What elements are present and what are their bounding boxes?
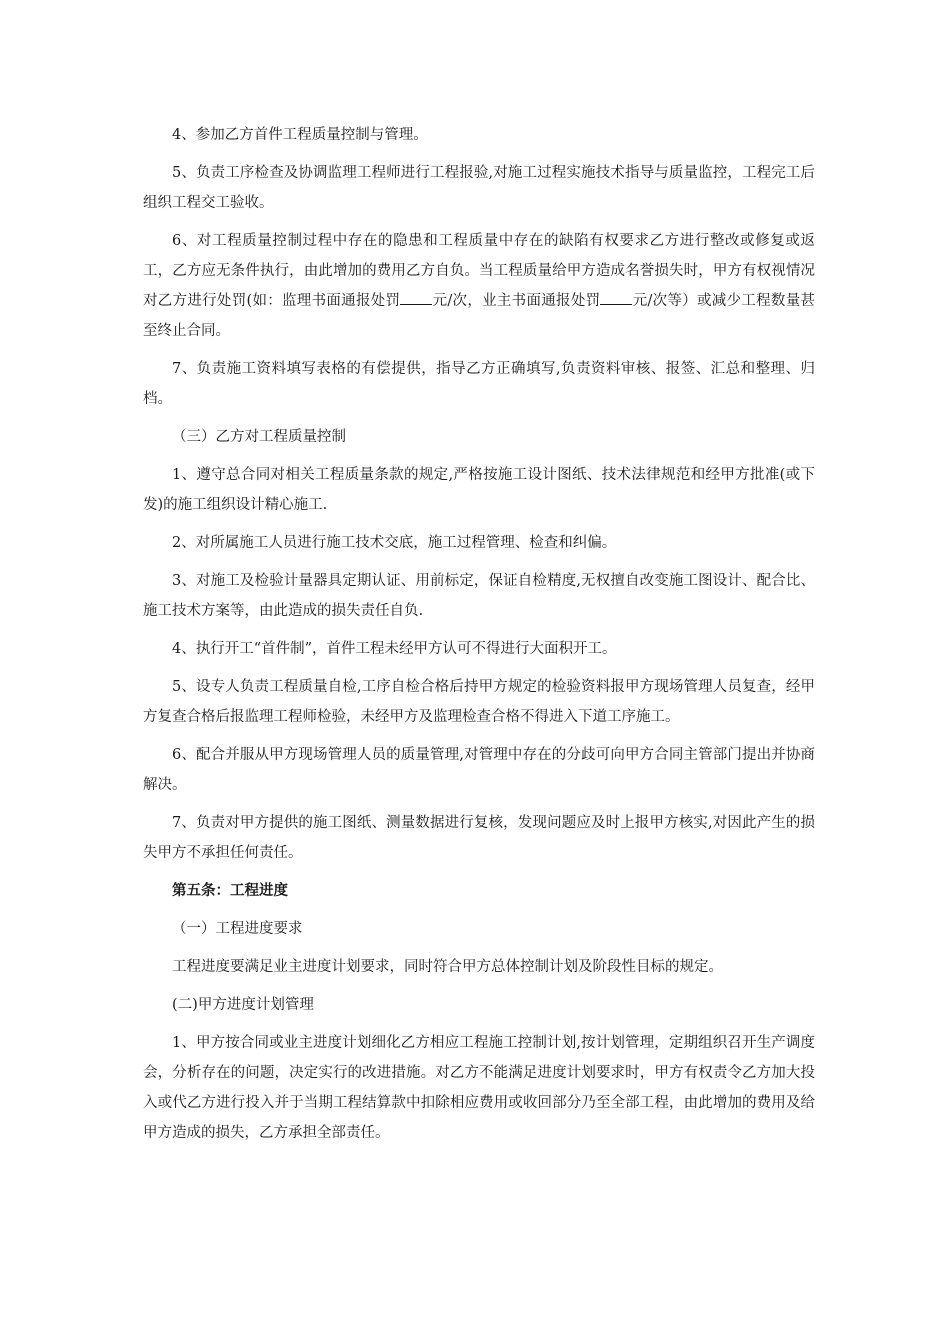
paragraph-text: 6、对工程质量控制过程中存在的隐患和工程质量中存在的缺陷有权要求乙方进行整改或修复或返工，乙方应无条件执行，由此增加的费用乙方自负。当工程质量给甲方造成名誉损失时，甲方有权视情况对乙方进行处罚(如：监理书面通报处罚 xyxy=(143,233,815,309)
section-heading: （三）乙方对工程质量控制 xyxy=(172,429,346,445)
paragraph-text: 元/次，业主书面通报处罚 xyxy=(432,293,601,309)
article-heading: 第五条：工程进度 xyxy=(172,882,288,899)
paragraph: 4、执行开工“首件制”，首件工程未经甲方认可不得进行大面积开工。 xyxy=(172,641,617,657)
document-page xyxy=(143,120,815,1156)
paragraph: 5、负责工序检查及协调监理工程师进行工程报验,对施工过程实施技术指导与质量监控，工程完工后组织工程交工验收。 xyxy=(143,165,815,211)
paragraph: 1、甲方按合同或业主进度计划细化乙方相应工程施工控制计划,按计划管理，定期组织召开生产调度会，分析存在的问题，决定实行的改进措施。对乙方不能满足进度计划要求时，甲方有权责令乙方加大投入或代乙方进行投入并于当期工程结算款中扣除相应费用或收回部分乃至全部工程，由此增加的费用及给甲方造成的损失，乙方承担全部责任。 xyxy=(143,1035,815,1141)
blank-line xyxy=(600,288,632,305)
paragraph: 4、参加乙方首件工程质量控制与管理。 xyxy=(172,127,428,143)
section-heading: （一）工程进度要求 xyxy=(172,921,303,937)
paragraph: 2、对所属施工人员进行施工技术交底，施工过程管理、检查和纠偏。 xyxy=(172,535,617,551)
paragraph: 5、设专人负责工程质量自检,工序自检合格后持甲方规定的检验资料报甲方现场管理人员复查，经甲方复查合格后报监理工程师检验，未经甲方及监理检查合格不得进入下道工序施工。 xyxy=(143,679,815,725)
paragraph: 工程进度要满足业主进度计划要求，同时符合甲方总体控制计划及阶段性目标的规定。 xyxy=(172,959,723,975)
paragraph: 1、遵守总合同对相关工程质量条款的规定,严格按施工设计图纸、技术法律规范和经甲方批准(或下发)的施工组织设计精心施工. xyxy=(143,467,815,513)
section-heading: (二)甲方进度计划管理 xyxy=(172,997,314,1013)
paragraph: 7、负责对甲方提供的施工图纸、测量数据进行复核，发现问题应及时上报甲方核实,对因此产生的损失甲方不承担任何责任。 xyxy=(143,815,815,861)
paragraph: 7、负责施工资料填写表格的有偿提供，指导乙方正确填写,负责资料审核、报签、汇总和整理、归档。 xyxy=(143,361,815,407)
paragraph: 3、对施工及检验计量器具定期认证、用前标定，保证自检精度,无权擅自改变施工图设计、配合比、施工技术方案等，由此造成的损失责任自负. xyxy=(143,573,815,619)
paragraph-text: 元/次等）或减少工程数量甚至终止合同。 xyxy=(143,293,816,339)
paragraph-penalty xyxy=(143,226,815,346)
paragraph: 6、配合并服从甲方现场管理人员的质量管理,对管理中存在的分歧可向甲方合同主管部门提出并协商解决。 xyxy=(143,747,815,793)
blank-line xyxy=(400,288,432,305)
